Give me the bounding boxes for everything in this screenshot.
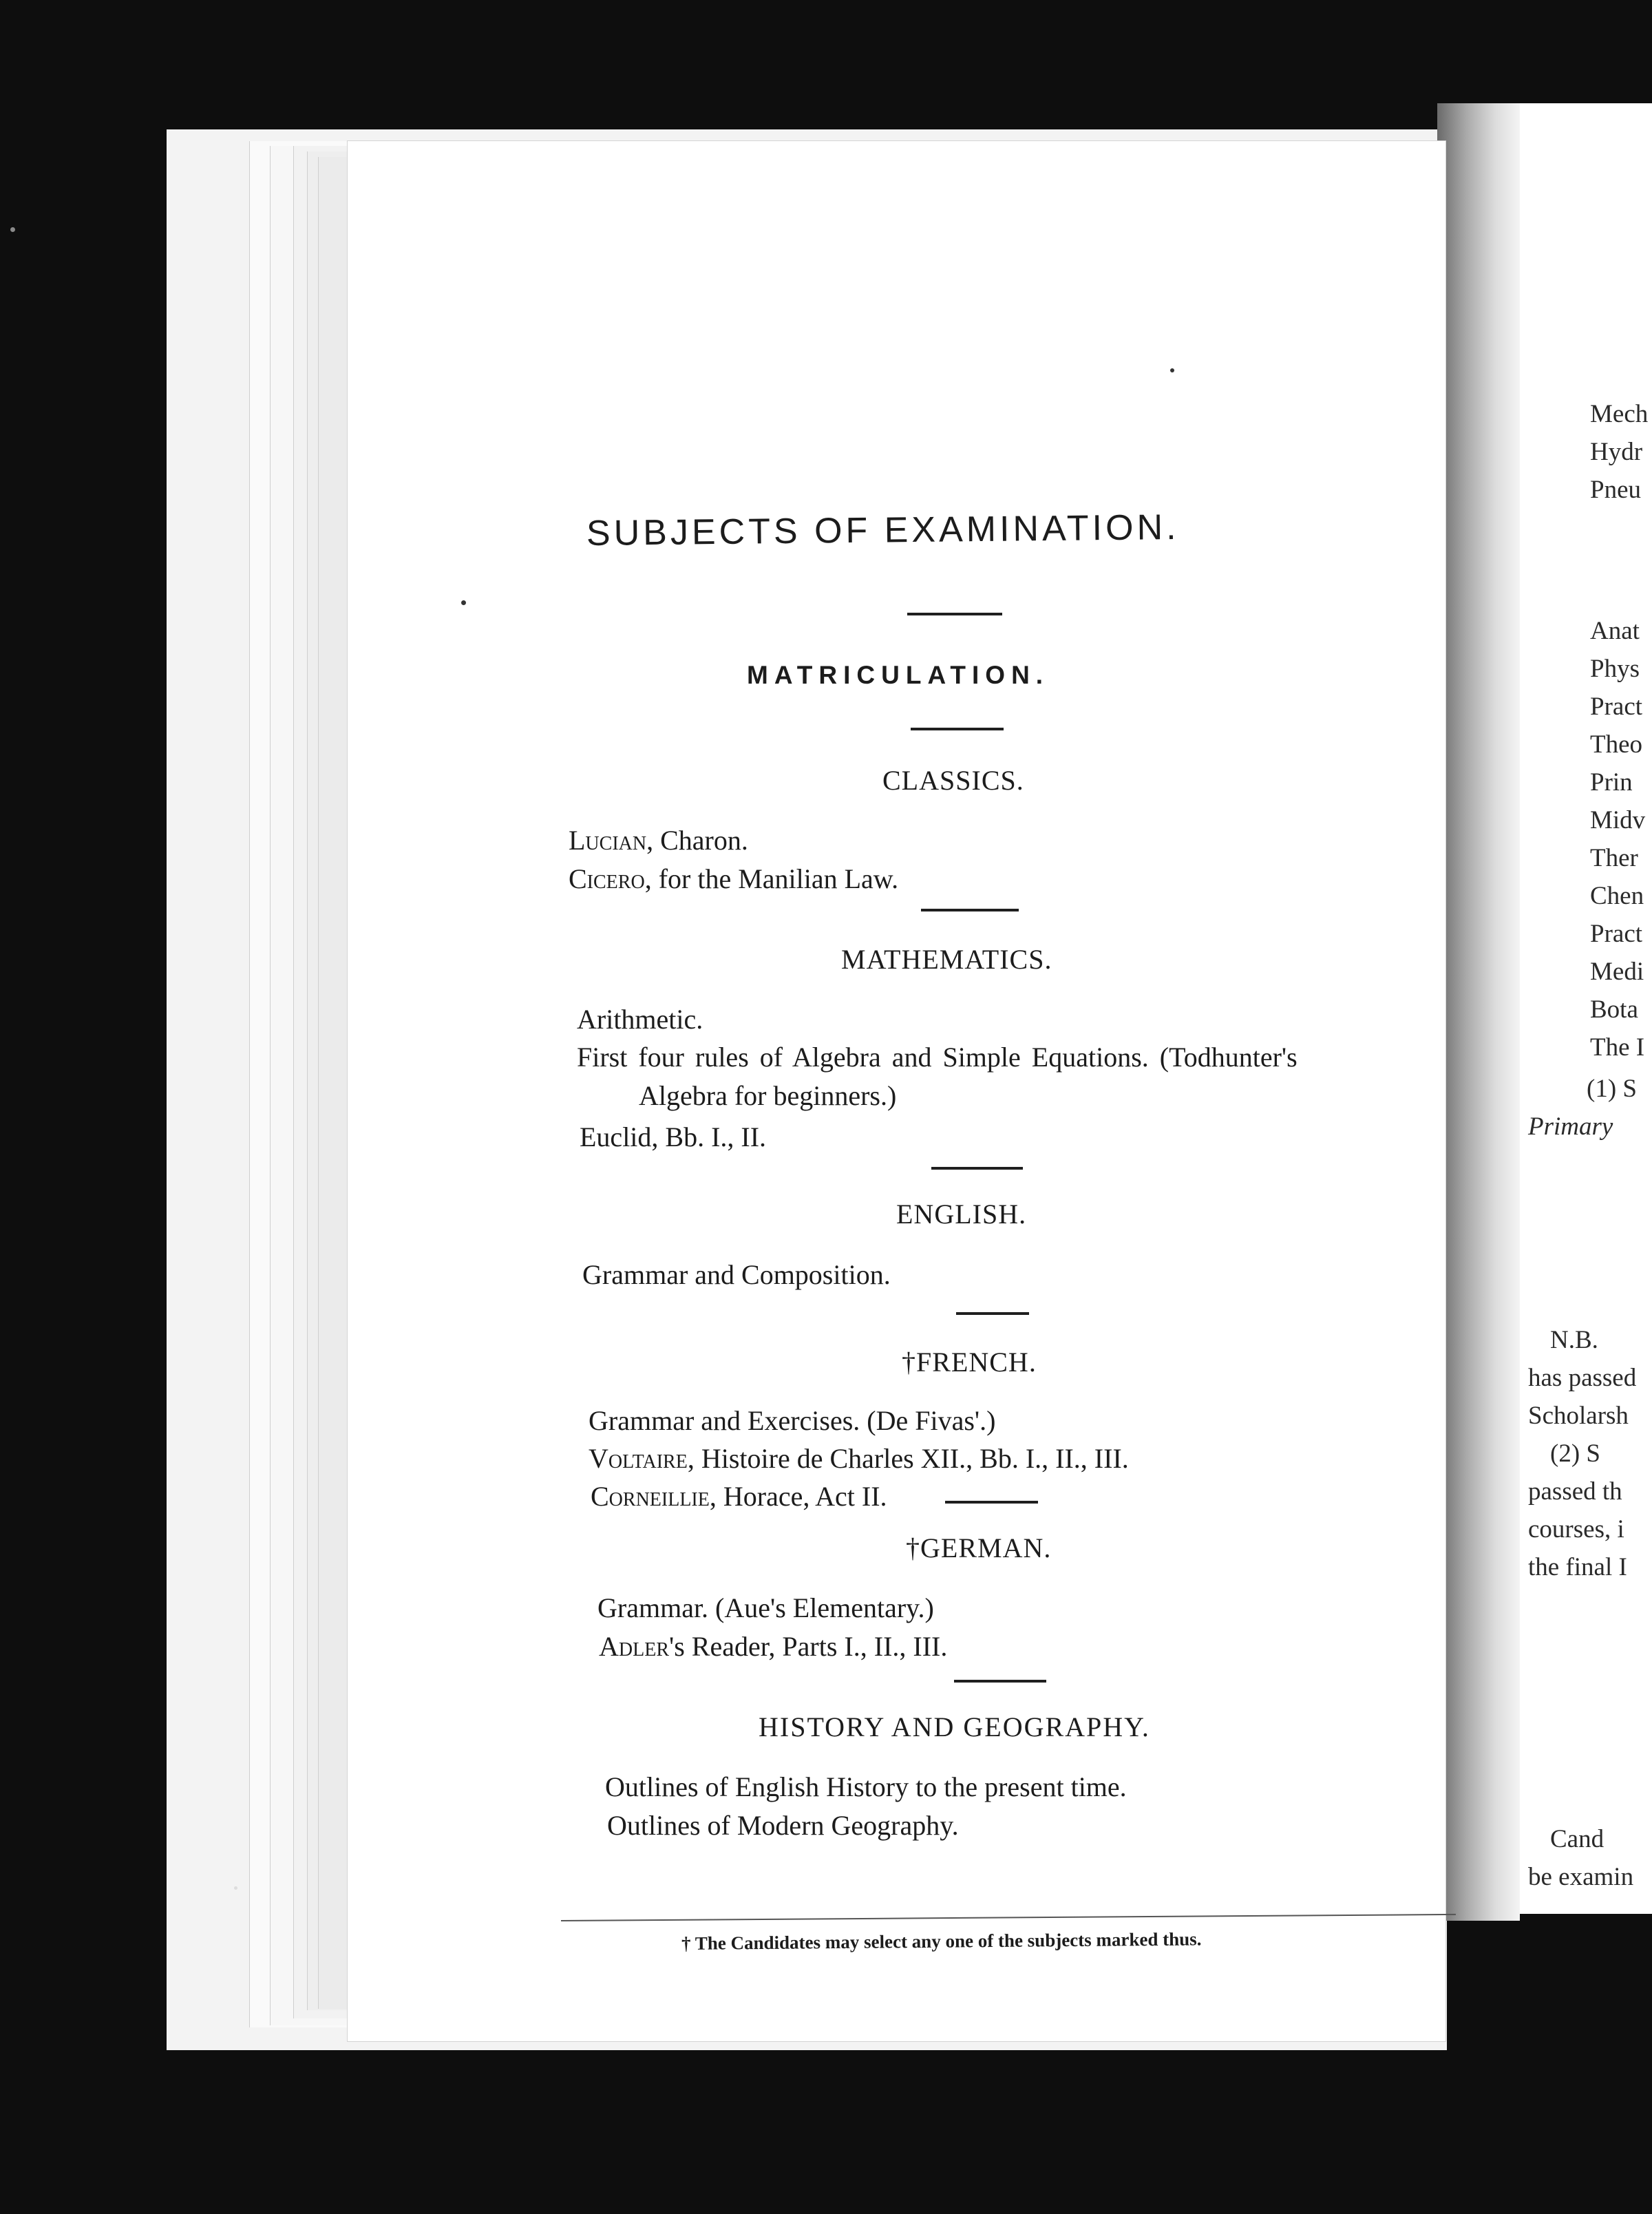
page-subtitle: MATRICULATION.: [747, 661, 1050, 689]
mathematics-line: First four rules of Algebra and Simple Equations. (Todhunter's: [577, 1042, 1298, 1073]
german-line: [599, 1630, 947, 1663]
work-title: , Horace, Act II.: [709, 1481, 887, 1512]
facing-line: Theo: [1590, 730, 1643, 759]
facing-line: Primary: [1528, 1113, 1613, 1141]
facing-line: N.B.: [1550, 1326, 1598, 1354]
facing-line: Medi: [1590, 958, 1644, 986]
facing-line: Hydr: [1590, 438, 1643, 466]
facing-line: Bota: [1590, 995, 1638, 1024]
footnote: † The Candidates may select any one of the subjects marked thus.: [681, 1928, 1202, 1954]
facing-line: has passed: [1528, 1364, 1637, 1392]
facing-line: (2) S: [1550, 1440, 1600, 1468]
facing-line: the final I: [1528, 1553, 1627, 1581]
facing-line: Prin: [1590, 768, 1633, 797]
french-line: Grammar and Exercises. (De Fivas'.): [589, 1405, 996, 1436]
dust-speck: [461, 600, 466, 605]
history-line: Outlines of Modern Geography.: [607, 1810, 959, 1841]
facing-line: Ther: [1590, 844, 1638, 872]
facing-line: Midv: [1590, 806, 1646, 834]
facing-line: Pneu: [1590, 476, 1641, 504]
facing-line: Cand: [1550, 1825, 1605, 1853]
gutter-shadow: [1437, 103, 1520, 1921]
divider: [954, 1680, 1046, 1683]
work-title: , Histoire de Charles XII., Bb. I., II., III.: [687, 1443, 1129, 1474]
divider: [945, 1501, 1038, 1504]
classics-line: [569, 824, 748, 856]
facing-line: Pract: [1590, 920, 1643, 948]
section-heading-german: †GERMAN.: [906, 1532, 1052, 1563]
facing-line: passed th: [1528, 1477, 1622, 1506]
author-name: Cicero: [569, 863, 645, 894]
dust-speck: [1170, 368, 1174, 372]
work-title: 's Reader, Parts I., II., III.: [669, 1631, 948, 1662]
author-name: Voltaire: [589, 1443, 688, 1474]
mathematics-line: Euclid, Bb. I., II.: [580, 1121, 767, 1152]
facing-line: courses, i: [1528, 1515, 1624, 1543]
history-line: Outlines of English History to the present time.: [605, 1771, 1127, 1802]
author-name: Corneillie: [591, 1481, 710, 1512]
facing-line: (1) S: [1587, 1075, 1637, 1103]
facing-line: be examin: [1528, 1863, 1634, 1891]
facing-line: Chen: [1590, 882, 1644, 910]
facing-line: Scholarsh: [1528, 1402, 1629, 1430]
author-name: Lucian: [569, 825, 647, 856]
section-heading-french: †FRENCH.: [902, 1347, 1037, 1378]
german-line: Grammar. (Aue's Elementary.): [597, 1592, 934, 1623]
author-name: Adler: [599, 1631, 669, 1662]
work-title: , for the Manilian Law.: [644, 863, 899, 894]
divider: [931, 1167, 1023, 1170]
section-heading-history: HISTORY AND GEOGRAPHY.: [759, 1711, 1150, 1742]
facing-line: Mech: [1590, 400, 1649, 428]
book-page: [348, 141, 1446, 2041]
divider: [956, 1312, 1029, 1315]
english-line: Grammar and Composition.: [582, 1259, 891, 1290]
divider: [921, 909, 1019, 911]
facing-line: Anat: [1590, 617, 1640, 645]
french-line: [589, 1442, 1129, 1475]
dust-speck: [10, 227, 15, 232]
facing-line: The I: [1590, 1033, 1645, 1062]
section-heading-english: ENGLISH.: [896, 1199, 1027, 1230]
work-title: , Charon.: [646, 825, 748, 856]
facing-line: Pract: [1590, 693, 1643, 721]
mathematics-line: Algebra for beginners.): [639, 1080, 897, 1111]
mathematics-line: Arithmetic.: [577, 1004, 703, 1035]
divider: [907, 613, 1002, 615]
facing-line: Phys: [1590, 655, 1640, 683]
page-title: SUBJECTS OF EXAMINATION.: [586, 507, 1180, 554]
dust-speck: [234, 1886, 237, 1890]
classics-line: [569, 863, 898, 895]
french-line: [591, 1480, 887, 1512]
section-heading-classics: CLASSICS.: [882, 765, 1024, 796]
divider: [911, 728, 1004, 730]
section-heading-mathematics: MATHEMATICS.: [841, 944, 1052, 975]
